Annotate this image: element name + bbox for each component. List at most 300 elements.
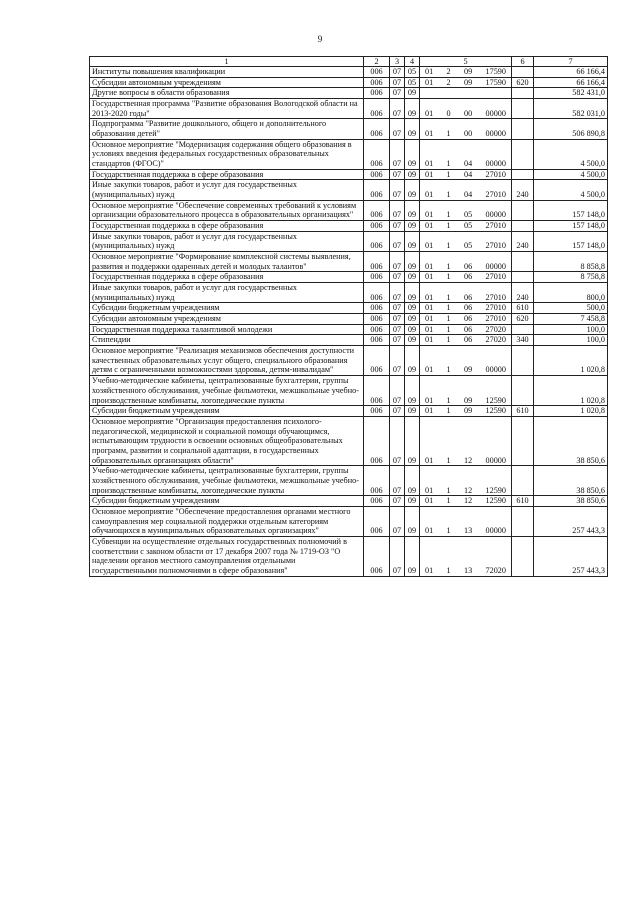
section-code: 07 xyxy=(390,314,405,325)
section-code: 07 xyxy=(390,252,405,272)
section-code: 07 xyxy=(390,406,405,417)
expense-type-code xyxy=(512,200,534,220)
target-code-activity: 05 xyxy=(463,210,473,220)
section-code: 07 xyxy=(390,200,405,220)
target-code-direction: 27010 xyxy=(485,303,506,313)
expense-type-code xyxy=(512,346,534,376)
target-code-subprogram: 1 xyxy=(446,485,451,495)
admin-code: 006 xyxy=(364,272,390,283)
section-code: 07 xyxy=(390,169,405,180)
target-code-activity: 12 xyxy=(463,485,473,495)
target-code-activity: 04 xyxy=(463,169,473,179)
section-code: 07 xyxy=(390,77,405,88)
amount: 157 148,0 xyxy=(534,231,608,251)
table-row xyxy=(90,99,608,119)
target-code-subprogram: 1 xyxy=(446,303,451,313)
target-article-code xyxy=(420,536,512,576)
target-article-code xyxy=(420,406,512,417)
section-code: 07 xyxy=(390,272,405,283)
item-name: Институты повышения квалификации xyxy=(90,67,364,78)
target-code-direction: 00000 xyxy=(485,526,506,536)
item-name: Иные закупки товаров, работ и услуг для государственных (муниципальных) нужд xyxy=(90,180,364,200)
target-article-code xyxy=(420,272,512,283)
section-code: 07 xyxy=(390,335,405,346)
expense-type-code: 620 xyxy=(512,77,534,88)
amount: 4 500,0 xyxy=(534,180,608,200)
target-code-activity: 12 xyxy=(463,455,473,465)
target-code-program: 01 xyxy=(425,303,434,313)
expense-type-code xyxy=(512,221,534,232)
target-code-program: 01 xyxy=(425,496,434,506)
item-name: Подпрограмма "Развитие дошкольного, общего и дополнительного образования детей" xyxy=(90,119,364,139)
header-row xyxy=(90,57,608,67)
admin-code: 006 xyxy=(364,180,390,200)
section-code: 07 xyxy=(390,536,405,576)
target-code-activity: 09 xyxy=(463,365,473,375)
subsection-code: 09 xyxy=(405,506,420,536)
target-code-subprogram: 1 xyxy=(446,406,451,416)
item-name: Учебно-методические кабинеты, централизованные бухгалтерии, группы хозяйственного обслуживания, учебные фильмотеки, межшкольные учебно-производственные комбинаты, логопедические пункты xyxy=(90,376,364,406)
expense-type-code xyxy=(512,416,534,465)
target-code-direction: 27020 xyxy=(485,324,506,334)
expense-type-code: 240 xyxy=(512,180,534,200)
subsection-code: 09 xyxy=(405,283,420,303)
target-code-activity: 06 xyxy=(463,324,473,334)
subsection-code: 09 xyxy=(405,272,420,283)
target-article-code xyxy=(420,119,512,139)
item-name: Основное мероприятие "Модернизация содержания общего образования в условиях введения федеральных государственных образовательных стандартов (ФГОС)" xyxy=(90,139,364,169)
admin-code: 006 xyxy=(364,283,390,303)
target-code-activity: 06 xyxy=(463,303,473,313)
expense-type-code: 610 xyxy=(512,406,534,417)
column-header: 6 xyxy=(512,57,534,67)
target-code-direction: 72020 xyxy=(485,565,506,575)
target-code-activity: 06 xyxy=(463,261,473,271)
expense-type-code: 610 xyxy=(512,496,534,507)
amount: 1 020,8 xyxy=(534,346,608,376)
table-row xyxy=(90,335,608,346)
page-number: 9 xyxy=(317,34,323,44)
admin-code: 006 xyxy=(364,536,390,576)
expense-type-code xyxy=(512,506,534,536)
subsection-code: 05 xyxy=(405,77,420,88)
subsection-code: 09 xyxy=(405,99,420,119)
admin-code: 006 xyxy=(364,231,390,251)
amount: 7 458,8 xyxy=(534,314,608,325)
amount: 100,0 xyxy=(534,335,608,346)
target-article-code xyxy=(420,88,512,99)
subsection-code: 09 xyxy=(405,335,420,346)
target-code-activity: 09 xyxy=(463,67,473,76)
target-code-subprogram: 1 xyxy=(446,395,451,405)
admin-code: 006 xyxy=(364,303,390,314)
target-code-program: 01 xyxy=(425,406,434,416)
subsection-code: 09 xyxy=(405,406,420,417)
amount: 38 850,6 xyxy=(534,416,608,465)
section-code: 07 xyxy=(390,88,405,99)
amount: 157 148,0 xyxy=(534,200,608,220)
amount: 257 443,3 xyxy=(534,536,608,576)
item-name: Основное мероприятие "Обеспечение современных требований к условиям организации образовательного процесса в образовательных организациях" xyxy=(90,200,364,220)
item-name: Государственная поддержка в сфере образования xyxy=(90,221,364,232)
admin-code: 006 xyxy=(364,169,390,180)
admin-code: 006 xyxy=(364,376,390,406)
expense-type-code xyxy=(512,88,534,99)
item-name: Учебно-методические кабинеты, централизованные бухгалтерии, группы хозяйственного обслуживания, учебные фильмотеки, межшкольные учебно-производственные комбинаты, логопедические пункты xyxy=(90,466,364,496)
subsection-code: 09 xyxy=(405,180,420,200)
target-code-activity: 00 xyxy=(463,129,473,139)
admin-code: 006 xyxy=(364,119,390,139)
target-code-program: 01 xyxy=(425,190,434,200)
target-code-program: 01 xyxy=(425,261,434,271)
section-code: 07 xyxy=(390,231,405,251)
expense-type-code xyxy=(512,119,534,139)
section-code: 07 xyxy=(390,283,405,303)
amount: 8 758,8 xyxy=(534,272,608,283)
column-header: 1 xyxy=(90,57,364,67)
subsection-code: 09 xyxy=(405,496,420,507)
subsection-code: 09 xyxy=(405,416,420,465)
amount: 66 166,4 xyxy=(534,67,608,78)
target-code-program: 01 xyxy=(425,67,434,76)
target-code-direction: 00000 xyxy=(485,365,506,375)
table-row xyxy=(90,180,608,200)
admin-code: 006 xyxy=(364,200,390,220)
target-code-subprogram: 1 xyxy=(446,365,451,375)
table-row xyxy=(90,346,608,376)
subsection-code: 09 xyxy=(405,314,420,325)
target-code-subprogram: 1 xyxy=(446,210,451,220)
target-article-code xyxy=(420,376,512,406)
target-code-direction: 27020 xyxy=(485,335,506,345)
subsection-code: 09 xyxy=(405,169,420,180)
admin-code: 006 xyxy=(364,221,390,232)
item-name: Субсидии бюджетным учреждениям xyxy=(90,406,364,417)
target-code-direction: 12590 xyxy=(485,496,506,506)
table-row xyxy=(90,139,608,169)
table-row xyxy=(90,303,608,314)
target-code-program: 01 xyxy=(425,210,434,220)
subsection-code: 05 xyxy=(405,67,420,78)
target-code-direction: 00000 xyxy=(485,455,506,465)
column-header: 5 xyxy=(420,57,512,67)
section-code: 07 xyxy=(390,416,405,465)
section-code: 07 xyxy=(390,506,405,536)
admin-code: 006 xyxy=(364,496,390,507)
admin-code: 006 xyxy=(364,406,390,417)
target-code-program: 01 xyxy=(425,365,434,375)
subsection-code: 09 xyxy=(405,252,420,272)
target-code-activity: 04 xyxy=(463,190,473,200)
subsection-code: 09 xyxy=(405,346,420,376)
target-article-code xyxy=(420,314,512,325)
subsection-code: 09 xyxy=(405,303,420,314)
target-article-code xyxy=(420,252,512,272)
column-header: 4 xyxy=(405,57,420,67)
target-code-activity: 06 xyxy=(463,292,473,302)
target-code-activity: 13 xyxy=(463,565,473,575)
target-code-program: 01 xyxy=(425,485,434,495)
target-code-activity: 09 xyxy=(463,395,473,405)
target-code-program: 01 xyxy=(425,129,434,139)
target-code-direction: 00000 xyxy=(485,210,506,220)
target-article-code xyxy=(420,466,512,496)
target-code-direction: 00000 xyxy=(485,108,506,118)
amount: 100,0 xyxy=(534,324,608,335)
target-code-activity: 00 xyxy=(463,108,473,118)
table-row xyxy=(90,67,608,78)
target-code-direction: 12590 xyxy=(485,395,506,405)
subsection-code: 09 xyxy=(405,200,420,220)
target-code-activity: 04 xyxy=(463,159,473,169)
table-row xyxy=(90,200,608,220)
admin-code: 006 xyxy=(364,67,390,78)
target-code-subprogram: 1 xyxy=(446,496,451,506)
amount: 157 148,0 xyxy=(534,221,608,232)
table-row xyxy=(90,314,608,325)
table-row xyxy=(90,466,608,496)
subsection-code: 09 xyxy=(405,466,420,496)
amount: 500,0 xyxy=(534,303,608,314)
expense-type-code xyxy=(512,272,534,283)
item-name: Другие вопросы в области образования xyxy=(90,88,364,99)
target-code-activity: 09 xyxy=(463,77,473,87)
subsection-code: 09 xyxy=(405,221,420,232)
target-code-activity: 06 xyxy=(463,272,473,282)
admin-code: 006 xyxy=(364,139,390,169)
expense-type-code xyxy=(512,139,534,169)
target-article-code xyxy=(420,303,512,314)
expense-type-code: 340 xyxy=(512,335,534,346)
amount: 1 020,8 xyxy=(534,376,608,406)
target-code-program: 01 xyxy=(425,324,434,334)
target-code-program: 01 xyxy=(425,221,434,231)
target-article-code xyxy=(420,169,512,180)
target-code-subprogram: 1 xyxy=(446,129,451,139)
section-code: 07 xyxy=(390,67,405,78)
item-name: Субвенции на осуществление отдельных государственных полномочий в соответствии с законом области от 17 декабря 2007 года № 1719-ОЗ "О наделении органов местного самоуправления отдельными государственными полномочиями в сфере образования" xyxy=(90,536,364,576)
target-code-direction: 27010 xyxy=(485,272,506,282)
table-row xyxy=(90,77,608,88)
admin-code: 006 xyxy=(364,99,390,119)
target-article-code xyxy=(420,346,512,376)
item-name: Государственная программа "Развитие образования Вологодской области на 2013-2020 годы" xyxy=(90,99,364,119)
target-code-activity: 13 xyxy=(463,526,473,536)
target-code-program: 01 xyxy=(425,526,434,536)
target-code-subprogram: 1 xyxy=(446,261,451,271)
target-code-direction: 12590 xyxy=(485,485,506,495)
amount: 66 166,4 xyxy=(534,77,608,88)
subsection-code: 09 xyxy=(405,376,420,406)
item-name: Субсидии бюджетным учреждениям xyxy=(90,303,364,314)
target-article-code xyxy=(420,283,512,303)
target-code-direction: 27010 xyxy=(485,190,506,200)
section-code: 07 xyxy=(390,139,405,169)
target-code-subprogram: 2 xyxy=(446,67,451,76)
table-row xyxy=(90,406,608,417)
target-article-code xyxy=(420,99,512,119)
expense-type-code xyxy=(512,169,534,180)
table-row xyxy=(90,283,608,303)
section-code: 07 xyxy=(390,376,405,406)
expense-type-code: 240 xyxy=(512,231,534,251)
target-code-subprogram: 1 xyxy=(446,292,451,302)
target-article-code xyxy=(420,77,512,88)
admin-code: 006 xyxy=(364,252,390,272)
section-code: 07 xyxy=(390,324,405,335)
table-row xyxy=(90,119,608,139)
target-article-code xyxy=(420,324,512,335)
item-name: Основное мероприятие "Реализация механизмов обеспечения доступности качественных образовательных услуг общего, специального образования детям с ограниченными возможностями здоровья, детям-инвалидам" xyxy=(90,346,364,376)
subsection-code: 09 xyxy=(405,324,420,335)
target-code-subprogram: 2 xyxy=(446,77,451,87)
target-article-code xyxy=(420,335,512,346)
item-name: Государственная поддержка талантливой молодежи xyxy=(90,324,364,335)
section-code: 07 xyxy=(390,221,405,232)
target-code-program: 01 xyxy=(425,395,434,405)
target-code-direction: 27010 xyxy=(485,221,506,231)
expense-type-code xyxy=(512,324,534,335)
table-row xyxy=(90,221,608,232)
target-article-code xyxy=(420,200,512,220)
item-name: Иные закупки товаров, работ и услуг для государственных (муниципальных) нужд xyxy=(90,231,364,251)
item-name: Основное мероприятие "Формирование комплексной системы выявления, развития и поддержки одаренных детей и молодых талантов" xyxy=(90,252,364,272)
amount: 582 031,0 xyxy=(534,99,608,119)
target-code-subprogram: 1 xyxy=(446,526,451,536)
item-name: Государственная поддержка в сфере образования xyxy=(90,169,364,180)
amount: 506 890,8 xyxy=(534,119,608,139)
target-code-activity: 05 xyxy=(463,241,473,251)
target-code-direction: 27010 xyxy=(485,169,506,179)
target-code-direction: 27010 xyxy=(485,292,506,302)
target-code-activity: 09 xyxy=(463,406,473,416)
target-code-subprogram: 1 xyxy=(446,190,451,200)
target-code-direction: 27010 xyxy=(485,241,506,251)
section-code: 07 xyxy=(390,496,405,507)
target-code-program: 01 xyxy=(425,335,434,345)
amount: 38 850,6 xyxy=(534,496,608,507)
section-code: 07 xyxy=(390,180,405,200)
target-article-code xyxy=(420,67,512,78)
table-row xyxy=(90,536,608,576)
expense-type-code: 240 xyxy=(512,283,534,303)
item-name: Субсидии бюджетным учреждениям xyxy=(90,496,364,507)
amount: 8 858,8 xyxy=(534,252,608,272)
target-code-subprogram: 1 xyxy=(446,221,451,231)
section-code: 07 xyxy=(390,303,405,314)
target-code-direction: 17590 xyxy=(485,77,506,87)
admin-code: 006 xyxy=(364,466,390,496)
target-code-subprogram: 1 xyxy=(446,455,451,465)
target-code-direction: 17590 xyxy=(485,67,506,76)
target-code-subprogram: 1 xyxy=(446,324,451,334)
item-name: Субсидии автономным учреждениям xyxy=(90,314,364,325)
admin-code: 006 xyxy=(364,346,390,376)
target-code-direction: 12590 xyxy=(485,406,506,416)
target-code-program: 01 xyxy=(425,159,434,169)
column-header: 3 xyxy=(390,57,405,67)
admin-code: 006 xyxy=(364,314,390,325)
subsection-code: 09 xyxy=(405,139,420,169)
amount: 257 443,3 xyxy=(534,506,608,536)
table-row xyxy=(90,272,608,283)
target-code-program: 01 xyxy=(425,169,434,179)
subsection-code: 09 xyxy=(405,231,420,251)
item-name: Субсидии автономным учреждениям xyxy=(90,77,364,88)
item-name: Основное мероприятие "Обеспечение предоставления органами местного самоуправления мер социальной поддержки отдельным категориям обучающихся в муниципальных образовательных организациях" xyxy=(90,506,364,536)
target-code-program: 01 xyxy=(425,77,434,87)
subsection-code: 09 xyxy=(405,119,420,139)
expense-type-code xyxy=(512,252,534,272)
amount: 4 500,0 xyxy=(534,139,608,169)
target-article-code xyxy=(420,139,512,169)
target-code-subprogram: 0 xyxy=(446,108,451,118)
section-code: 07 xyxy=(390,346,405,376)
column-header: 7 xyxy=(534,57,608,67)
item-name: Стипендии xyxy=(90,335,364,346)
expense-type-code xyxy=(512,536,534,576)
target-article-code xyxy=(420,416,512,465)
target-code-program: 01 xyxy=(425,108,434,118)
subsection-code: 09 xyxy=(405,536,420,576)
target-code-direction: 00000 xyxy=(485,261,506,271)
target-code-program: 01 xyxy=(425,292,434,302)
expense-type-code: 620 xyxy=(512,314,534,325)
target-article-code xyxy=(420,221,512,232)
item-name: Государственная поддержка в сфере образования xyxy=(90,272,364,283)
amount: 4 500,0 xyxy=(534,169,608,180)
table-row xyxy=(90,416,608,465)
section-code: 07 xyxy=(390,99,405,119)
target-code-program: 01 xyxy=(425,272,434,282)
admin-code: 006 xyxy=(364,506,390,536)
target-code-subprogram: 1 xyxy=(446,159,451,169)
target-code-program: 01 xyxy=(425,455,434,465)
expense-type-code: 610 xyxy=(512,303,534,314)
target-code-direction: 00000 xyxy=(485,159,506,169)
expense-type-code xyxy=(512,99,534,119)
expense-type-code xyxy=(512,376,534,406)
target-code-subprogram: 1 xyxy=(446,169,451,179)
amount: 1 020,8 xyxy=(534,406,608,417)
target-code-subprogram: 1 xyxy=(446,314,451,324)
target-code-subprogram: 1 xyxy=(446,335,451,345)
table-row xyxy=(90,88,608,99)
target-code-subprogram: 1 xyxy=(446,241,451,251)
admin-code: 006 xyxy=(364,324,390,335)
target-code-program: 01 xyxy=(425,241,434,251)
section-code: 07 xyxy=(390,119,405,139)
target-code-program: 01 xyxy=(425,314,434,324)
admin-code: 006 xyxy=(364,335,390,346)
expense-type-code xyxy=(512,67,534,78)
target-code-subprogram: 1 xyxy=(446,565,451,575)
expense-type-code xyxy=(512,466,534,496)
target-article-code xyxy=(420,496,512,507)
target-code-subprogram: 1 xyxy=(446,272,451,282)
amount: 582 431,0 xyxy=(534,88,608,99)
table-row xyxy=(90,506,608,536)
amount: 38 850,6 xyxy=(534,466,608,496)
item-name: Основное мероприятие "Организация предоставления психолого-педагогической, медицинской и социальной помощи обучающимся, испытывающим трудности в освоении основных общеобразовательных программ, развитии и социальной адаптации, в государственных образовательных организациях области" xyxy=(90,416,364,465)
table-row xyxy=(90,496,608,507)
target-code-program: 01 xyxy=(425,565,434,575)
column-header: 2 xyxy=(364,57,390,67)
target-article-code xyxy=(420,231,512,251)
admin-code: 006 xyxy=(364,416,390,465)
item-name: Иные закупки товаров, работ и услуг для государственных (муниципальных) нужд xyxy=(90,283,364,303)
admin-code: 006 xyxy=(364,88,390,99)
